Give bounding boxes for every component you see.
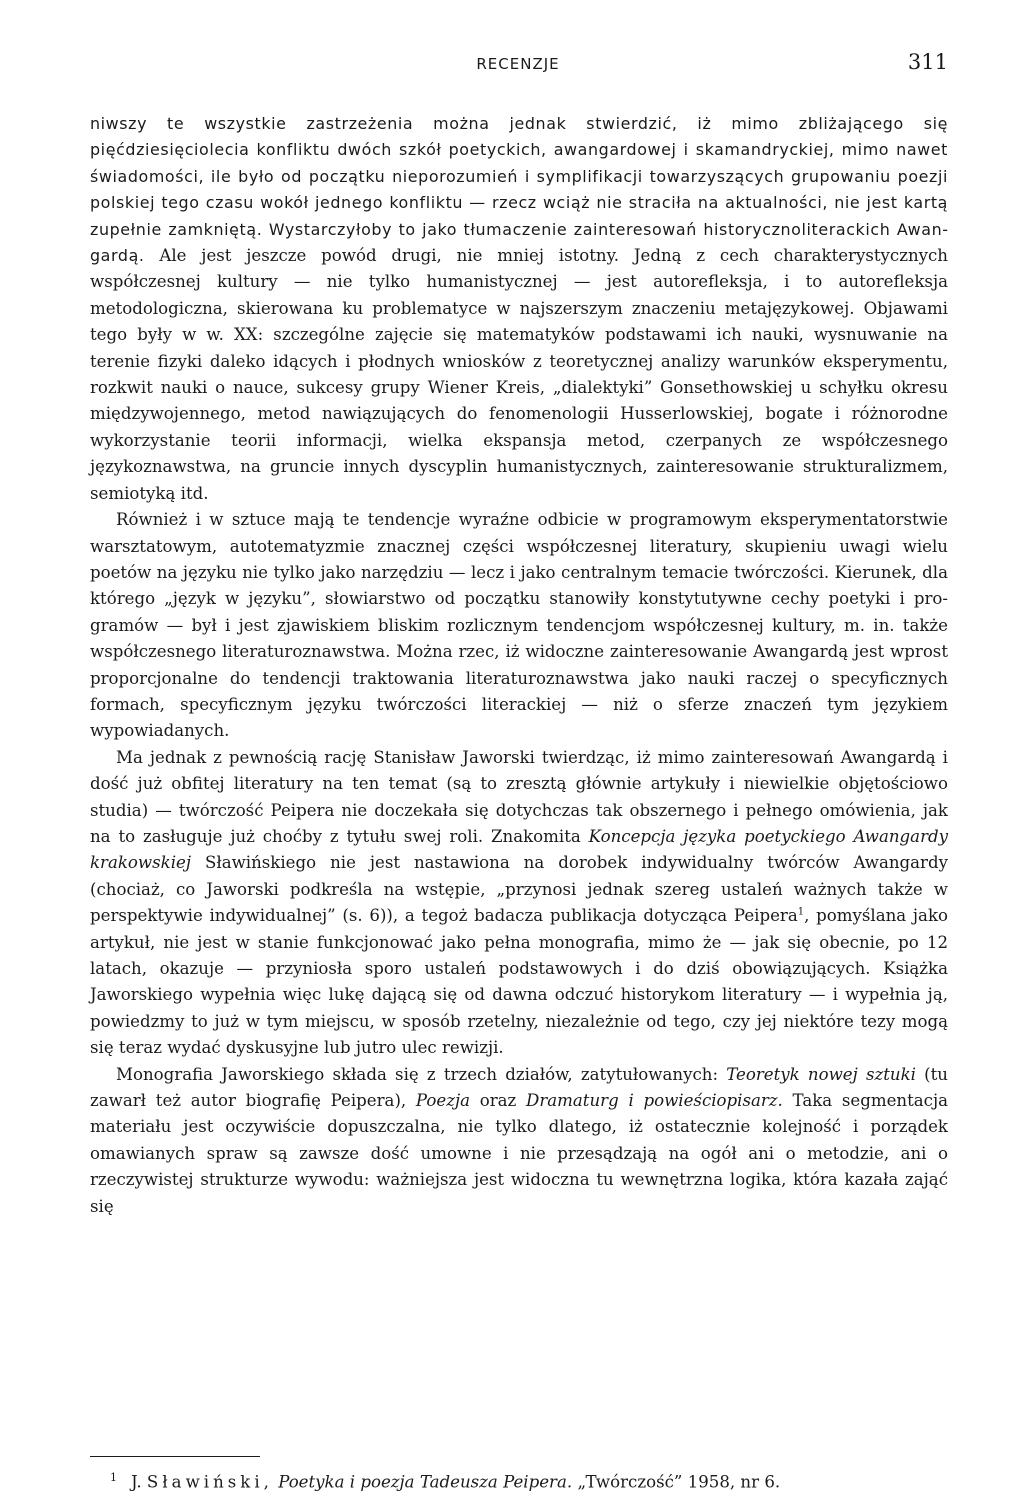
paragraph-art-tendencies: Również i w sztuce mają te tendencje wyraźne odbicie w programowym eksperymentatorstwie warsztatowym, autotematyzmie znacznej części współczesnej literatury, skupieniu uwagi wielu poetów na języku nie tylko jako narzędziu — lecz i jako centralnym temacie twórczości. Kierunek, dla którego „język w języku”, słowiarstwo od początku stanowiły konstytutywne cechy poetyki i programów — był i jest zjawiskiem bliskim rozlicznym tendencjom współczesnej kultury, m. in. także współczesnego literaturoznawstwa. Można rzec, iż widoczne zainteresowanie Awangardą jest wprost proporcjonalne do tendencji traktowania literaturoznawstwa jako nauki raczej o specyficznych formach, specyficznym języku twórczości literackiej — niż o sferze znaczeń tym językiem wypowiadanych. xyxy=(90,510,948,741)
text-segment: Taka segmentacja materiału jest oczywiście dopuszczalna, nie tylko dlatego, iż ostatecznie kolejność i porządek omawianych spraw są zawsze dość umowne i nie przesądzają na ogół ani o metodzie, ani o rzeczywistej strukturze wywodu: ważniejsza jest widoczna tu wewnętrzna logika, która kazała zająć się xyxy=(90,1091,949,1216)
paragraph-serif-segment: Ale jest jeszcze powód drugi, nie mniej istotny. Jedną z cech charakterystycznych współczesnej kultury — nie tylko humanistycznej — jest autorefleksja, i to autorefleksja metodologiczna, skierowana ku problematyce w najszerszym znaczeniu metajęzykowej. Objawami tego były w w. XX: szczególne zajęcie się matematyków podstawami ich nauki, wysnuwanie na terenie fizyki daleko idących i płodnych wniosków z teoretycznej analizy warunków eksperymentu, rozkwit nauki o nauce, sukcesy grupy Wiener Kreis, „dialektyki” Gonsethowskiej u schyłku okresu międzywojennego, metod nawiązujących do fenomenologii Husserlowskiej, bogate i różnorodne wykorzystanie teorii informacji, wielka ekspansja metod, czerpanych ze współczesnego językoznawstwa, na gruncie innych dyscyplin humanistycznych, zainteresowanie strukturalizmem, semiotyką itd. xyxy=(90,246,948,503)
footnote-title: Poetyka i poezja Tadeusza Peipera. xyxy=(278,1472,573,1492)
text-segment: Sławińskiego nie jest nastawiona na dorobek indywidualny twórców Awangardy (chociaż, co Jaworski podkreśla na wstępie, „przynosi jednak szereg ustaleń ważnych także w perspektywie indywidualnej” (s. 6)), a tegoż badacza publikacja dotycząca Peipera xyxy=(90,853,948,926)
cited-title: Koncepcja języka poetyckiego Awangardy krakowskiej xyxy=(90,826,948,873)
footnote xyxy=(110,1467,948,1494)
footnote-divider xyxy=(90,1456,260,1457)
text-segment: , pomyślana jako artykuł, nie jest w stanie funkcjonować jako pełna monografia, mimo że — jak się obecnie, po 12 latach, okazuje — przyniosła sporo ustaleń podstawowych i do dziś obowiązujących. Książka Jaworskiego wypełnia więc lukę dającą się od dawna odczuć historykom literatury — i wypełnia ją, powiedzmy to już w tym miejscu, w sposób rzetelny, niezależnie od tego, czy jej niektóre tezy mogą się teraz wydać dyskusyjne lub jutro ulec rewizji. xyxy=(90,906,948,1058)
page-number: 311 xyxy=(907,50,948,74)
running-title: RECENZJE xyxy=(476,55,560,73)
footnote-mark: 1 xyxy=(110,1471,117,1484)
article-body xyxy=(90,111,948,1220)
text-segment: Ma jednak z pewnością rację Stanisław Jaworski twierdząc, iż mimo zainteresowań Awangardą i dość już obfitej literatury na ten temat (są to zresztą głównie artykuły i niewielkie objętościowo studia) — twórczość Peipera nie doczekała się dotychczas tak obszernego i pełnego omówienia, jak na to zasługuje już choćby z tytułu swej roli. Znakomita xyxy=(90,747,948,846)
footnote-source: „Twórczość” 1958, nr 6. xyxy=(577,1472,781,1492)
paragraph-continuation xyxy=(90,111,948,507)
section-title-dramatist: Dramaturg i powieściopisarz. xyxy=(526,1091,783,1111)
paragraph-sans-segment: niwszy te wszystkie zastrzeżenia można jednak stwierdzić, iż mimo zbliżającego się pięćdziesięciolecia konfliktu dwóch szkół poetyckich, awangardowej i skamandryckiej, mimo nawet świadomości, ile było od początku nieporozumień i symplifikacji towarzyszących grupowaniu poezji polskiej tego czasu wokół jednego konfliktu — rzecz wciąż nie straciła na aktualności, nie jest kartą zupełnie zamkniętą. Wystarczyłoby to jako tłumaczenie zainteresowań historycznoliterackich Awangardą. xyxy=(90,114,948,266)
paragraph-jaworski xyxy=(90,745,948,1062)
footnote-reference[interactable]: 1 xyxy=(797,906,805,918)
footnote-author-surname: Sławiński, xyxy=(146,1472,273,1492)
footnote-author-initial: J. xyxy=(131,1472,142,1492)
text-segment: Monografia Jaworskiego składa się z trzech działów, zatytułowanych: xyxy=(116,1064,727,1084)
section-title-theorist: Teoretyk nowej sztuki xyxy=(726,1064,916,1084)
section-title-poetry: Poezja xyxy=(415,1091,471,1111)
running-head xyxy=(88,50,948,78)
text-segment: (tu zawarł też autor biografię Peipera), xyxy=(90,1064,948,1111)
text-segment: oraz xyxy=(470,1091,527,1111)
paragraph-monograph-structure xyxy=(90,1062,948,1220)
